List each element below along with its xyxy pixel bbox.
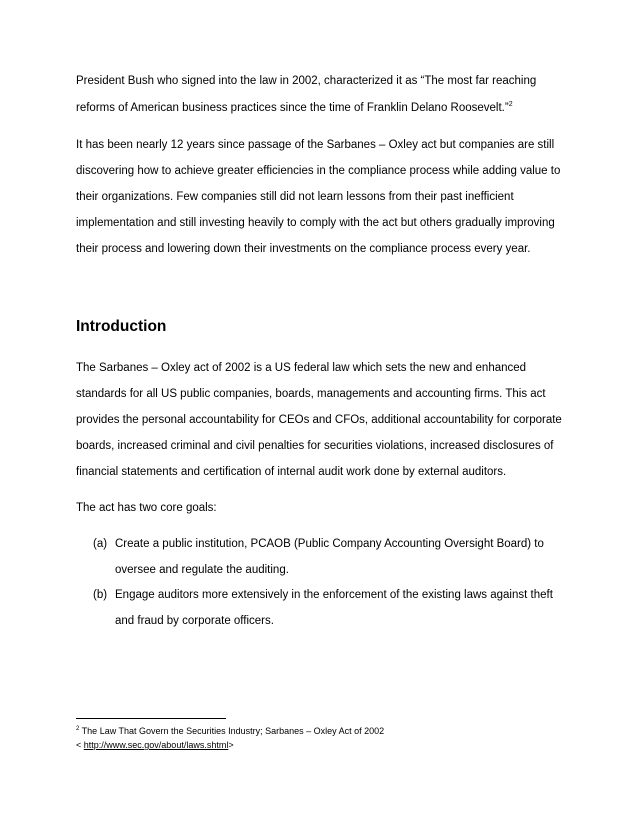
list-item-line-2: oversee and regulate the auditing.	[115, 564, 289, 576]
paragraph-3-line-4: boards, increased criminal and civil penalties for securities violations, increased disclosures of	[76, 440, 554, 452]
paragraph-2-line-5: their process and lowering down their investments on the compliance process every year.	[76, 243, 531, 255]
paragraph-3-line-3: provides the personal accountability for CEOs and CFOs, additional accountability for corporate	[76, 414, 562, 426]
footnote-link-prefix: <	[76, 740, 84, 750]
list-marker: (a)	[93, 538, 108, 550]
paragraph-2-line-1: It has been nearly 12 years since passage of the Sarbanes – Oxley act but companies are still	[76, 139, 555, 151]
footnote-reference: 2	[508, 101, 513, 109]
paragraph-4: The act has two core goals:	[76, 502, 217, 514]
paragraph-1-line-2-text: reforms of American business practices since the time of Franklin Delano Roosevelt.”	[76, 102, 509, 114]
list-marker: (b)	[93, 589, 108, 601]
paragraph-1-line-1: President Bush who signed into the law in 2002, characterized it as “The most far reaching	[76, 75, 537, 87]
footnote-text: The Law That Govern the Securities Industry; Sarbanes – Oxley Act of 2002	[79, 726, 385, 736]
paragraph-1-line-2	[76, 101, 513, 115]
footnote-line-1	[76, 725, 384, 737]
paragraph-2-line-4: implementation and still investing heavily to comply with the act but others gradually improving	[76, 217, 555, 229]
footnote-number: 2	[76, 726, 80, 732]
paragraph-3-line-2: standards for all US public companies, boards, managements and accounting firms. This act	[76, 388, 546, 400]
paragraph-2-line-3: their organizations. Few companies still did not learn lessons from their past inefficient	[76, 191, 514, 203]
list-item-line-1: Create a public institution, PCAOB (Public Company Accounting Oversight Board) to	[115, 538, 544, 550]
footnote-link-suffix: >	[228, 740, 234, 750]
footnote-separator	[76, 718, 226, 719]
paragraph-2-line-2: discovering how to achieve greater efficiencies in the compliance process while adding value to	[76, 165, 561, 177]
footnote-line-2	[76, 739, 234, 751]
paragraph-3-line-1: The Sarbanes – Oxley act of 2002 is a US federal law which sets the new and enhanced	[76, 362, 527, 374]
section-heading: Introduction	[76, 318, 167, 335]
paragraph-3-line-5: financial statements and certification of internal audit work done by external auditors.	[76, 466, 507, 478]
footnote-link[interactable]: http://www.sec.gov/about/laws.shtml	[83, 740, 229, 750]
list-item-line-1: Engage auditors more extensively in the enforcement of the existing laws against theft	[115, 589, 553, 601]
list-item-line-2: and fraud by corporate officers.	[115, 615, 274, 627]
